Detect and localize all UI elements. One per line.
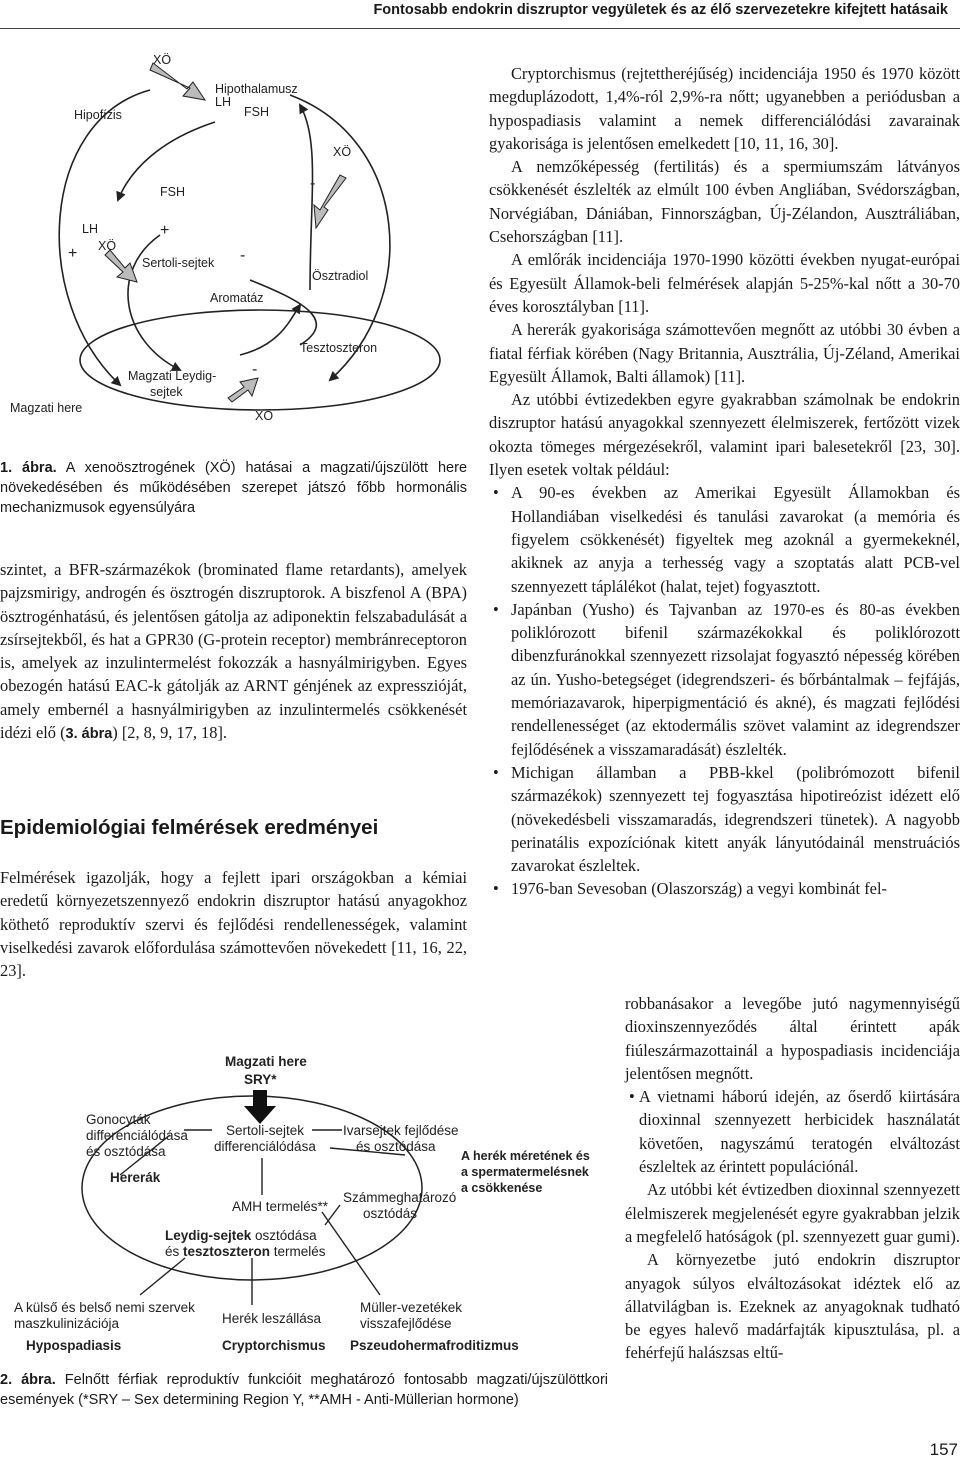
f2-szam-1: Számmeghatározó [343, 1190, 457, 1205]
label-lh-left: LH [82, 222, 98, 236]
bullet-3: • Michigan államban a PBB-kkel (polibrómozott bifenil származékok) szennyezett tej fogyasztása hipotireózist idézett elő (növekedésbeli visszamaradás, idegrendszeri tünetek). A nagyobb perinatális expozíciónak kitett anyák lányutódainál menstruációs zavarokat észleltek. [489, 761, 960, 877]
label-xo-left: XÖ [98, 239, 117, 253]
figure-2-diagram [0, 1045, 610, 1365]
right-column-narrow [625, 992, 960, 1365]
f2-sertoli-1: Sertoli-sejtek [226, 1123, 305, 1138]
figure-1-caption-label: 1. ábra. [0, 460, 57, 476]
xo-arrow-top [150, 63, 205, 100]
label-sertoli: Sertoli-sejtek [142, 256, 215, 270]
figure-3-ref: 3. ábra [65, 726, 113, 743]
right-para-4: A hererák gyakorisága számottevően megnőtt az utóbbi 30 évben a fiatal férfiak körében (Nagy Britannia, Ausztrália, Új-Zéland, Amerikai Egyesült Államok, Balti államok) [11]. [489, 320, 960, 386]
xo-arrow-left [105, 250, 137, 282]
label-osztradiol: Ösztradiol [312, 269, 369, 283]
left-para-1-end: ) [2, 8, 9, 17, 18]. [112, 723, 227, 743]
figure-1-caption-text: A xenoösztrogének (XÖ) hatásai a magzati/újszülött here növekedésében és működésében szerepet játszó főbb hormonális mechanizmusok egyensúlyára [0, 460, 468, 516]
label-minus-mid: - [240, 247, 246, 264]
f2-herek-3: a csökkenése [461, 1181, 543, 1195]
figure-2-caption-label: 2. ábra. [0, 1372, 56, 1388]
label-aromataz: Aromatáz [210, 291, 264, 305]
right-column-top [489, 62, 960, 901]
f2-kulso-1: A külső és belső nemi szervek [14, 1300, 195, 1315]
aromataz-arrow [240, 305, 300, 355]
f2-amh: AMH termelés** [232, 1199, 329, 1214]
label-minus-low: - [252, 361, 258, 378]
bullet-1: • A 90-es években az Amerikai Egyesült Államokban és Hollandiában viselkedési és tanulási zavarokat (a memória és figyelem csökkenését) figyeltek meg azoknál a gyermekeknél, akiknek az anyja a terhesség vagy a szoptatás alatt PCB-vel szennyezett táplálékot (halat, tejet) fogyasztott. [489, 481, 960, 597]
label-magzati-here: Magzati here [10, 401, 83, 415]
label-leydig-2: sejtek [150, 385, 183, 399]
bullet-4-cont: robbanásakor a levegőbe jutó nagymennyiségű dioxinszennyeződés által érintett apák fiúleszármazottainál a hypospadiasis incidenciája jelentősen megnőtt. [625, 994, 960, 1083]
header-rule [0, 28, 960, 29]
f2-herek-1: A herék méretének és [461, 1149, 590, 1163]
fig2-line-7 [140, 1258, 185, 1295]
label-fsh-left: FSH [160, 185, 185, 199]
label-lh-top: LH [215, 95, 231, 109]
left-para-1 [0, 558, 467, 746]
f2-ivarsejtek-1: Ivarsejtek fejlődése [343, 1123, 459, 1138]
label-plus-mid: + [160, 222, 170, 239]
f2-leydig-1-bold: Leydig-sejtek [165, 1228, 252, 1243]
figure-2-caption [0, 1370, 608, 1410]
label-fsh-top: FSH [244, 105, 269, 119]
left-para-1-text: szintet, a BFR-származékok (brominated flame retardants), amelyek pajzsmirigy, androgén és ösztrogén diszruptorok. A biszfenol A (BPA) ösztrogénhatású, és jelentősen gátolja az adiponektin felszabadulását a zsírsejtekből, és hat a GPR30 (G-protein receptor) membránreceptoron is, amelyek az inzulintermelést fokozzák a hasnyálmirigyben. Egyes obezogén hatású EAC-k gátolják az ARNT génjének az expresszióját, amely embernél a hasnyálmirigyben az inzulintermelés csökkenését idézi elő ( [0, 560, 467, 743]
loop-right-arc [290, 95, 390, 380]
f2-sertoli-2: differenciálódása [214, 1139, 316, 1154]
bullet-4-start: • 1976-ban Sevesoban (Olaszország) a vegyi kombinát fel- [489, 877, 960, 900]
f2-muller-1: Müller-vezetékek [360, 1300, 463, 1315]
magzati-here-ellipse [80, 310, 440, 410]
feedback-arrow [300, 105, 316, 290]
f2-leydig-line-2 [165, 1244, 326, 1259]
f2-herek-leszallasa: Herék leszállása [222, 1311, 322, 1326]
label-leydig-1: Magzati Leydig- [128, 369, 217, 383]
f2-herek-2: a spermatermelésnek [461, 1165, 589, 1179]
f2-hypospadiasis: Hypospadiasis [26, 1338, 122, 1353]
f2-ivarsejtek-2: és osztódása [356, 1139, 436, 1154]
loop-left-arc [59, 90, 150, 385]
label-plus-left: + [68, 245, 78, 262]
right-para-1: Cryptorchismus (rejtettheréjűség) incidenciája 1950 és 1970 között megduplázodott, 1,4%-ról 2,9%-ra nőtt; ugyanebben a periódusban a hypospadiasis valamint a nemek differenciálódási zavarainak gyakorisága is jelentősen emelkedett [10, 11, 16, 30]. [489, 64, 960, 153]
right-para-7: A környezetbe jutó endokrin diszruptor anyagok súlyos elváltozásokat idéztek elő az állatvilágban is. Ezeknek az anyagoknak tudható be egyes halevő madárfajták kipusztulása, pl. a fehérfejű halászsas eltű- [625, 1250, 960, 1363]
label-tesztoszteron: Tesztoszteron [300, 341, 378, 355]
right-para-2: A nemzőképesség (fertilitás) és a spermiumszám látványos csökkenését észlelték az elmúlt 100 évben Angliában, Svédországban, Norvégiában, Dániában, Finnországban, Új-Zélandon, Ausztráliában, Csehországban [11]. [489, 157, 960, 247]
xo-arrow-right [314, 175, 346, 228]
bullet-2: • Japánban (Yusho) és Tajvanban az 1970-es és 80-as években poliklórozott bifenil származékokkal és poliklórozott dibenzfuránokkal szennyezett rizsolajat fogyasztó népesség körében az ún. Yusho-betegséget (idegrendszeri- és bőrbántalmak – fejfájás, memóriazavarok, hiperpigmentáció és akné), és magzati fejlődési rendellenességet (az ektodermális szövet valamint az idegrendszer fejlődésének a visszamaradását) észlelték. [489, 598, 960, 761]
f2-kulso-2: maszkulinizációja [14, 1316, 120, 1331]
f2-gonocytak-1: Gonocyták [86, 1112, 151, 1127]
figure-1-diagram [0, 40, 480, 450]
f2-magzati-here: Magzati here [225, 1054, 307, 1069]
right-para-6: Az utóbbi két évtizedben dioxinnal szennyezett élelmiszerek megjelenését egyre gyakrabban jelzik a megfelelő hatóságok (pl. szennyezett guar gumi). [625, 1180, 960, 1246]
f2-szam-2: osztódás [363, 1206, 418, 1221]
sry-arrow-icon [244, 1090, 276, 1124]
f2-leydig-2-pre: és [165, 1244, 184, 1259]
label-hipofizis: Hipofízis [74, 108, 122, 122]
figure-2-caption-text: Felnőtt férfiak reproduktív funkcióit meghatározó fontosabb magzati/újszülöttkori események (*SRY – Sex determining Region Y, **AMH - Anti-Müllerian hormone) [0, 1372, 609, 1408]
right-para-3: A emlőrák incidenciája 1970-1990 közötti években nyugat-európai és Egyesült Államok-beli felmérések alapján 5-25%-kal nőtt a 30-70 éves korosztályban [11]. [489, 250, 960, 316]
f2-leydig-2-rest: termelés [270, 1244, 326, 1259]
f2-sry: SRY* [244, 1072, 277, 1087]
f2-hererak: Hererák [110, 1170, 161, 1185]
label-xo-right: XÖ [333, 145, 352, 159]
bullet-5: • A vietnami háború idején, az őserdő kiirtására dioxinnal szennyezett herbicidek használatát követően, nagyszámú teratogén elváltozást észleltek az érintett populációnál. [625, 1085, 960, 1178]
right-para-5: Az utóbbi évtizedekben egyre gyakrabban számolnak be endokrin diszruptor hatású anyagokkal szennyezett élelmiszerek, fertőzött vizek okozta tömeges mérgezésekről, valamint ipari balesetekről [23, 30]. Ilyen esetek voltak például: [489, 390, 960, 480]
f2-leydig-line-1 [165, 1228, 317, 1243]
f2-leydig-1-rest: osztódása [251, 1228, 317, 1243]
running-header: Fontosabb endokrin diszruptor vegyületek és az élő szervezetekre kifejtett hatásaik [373, 2, 948, 18]
xo-arrow-bottom [228, 378, 258, 402]
figure-1-caption [0, 458, 467, 518]
page-number: 157 [929, 1440, 958, 1459]
tesztoszteron-arc [250, 280, 316, 345]
f2-gonocytak-3: és osztódása [86, 1144, 166, 1159]
label-minus-1: - [310, 175, 316, 192]
f2-cryptorchismus: Cryptorchismus [222, 1338, 326, 1353]
label-xo-bottom: XÖ [255, 409, 274, 423]
label-hipothalamusz: Hipothalamusz [215, 82, 298, 96]
f2-gonocytak-2: differenciálódása [86, 1128, 188, 1143]
label-xo-top: XÖ [153, 53, 172, 67]
f2-muller-2: visszafejlődése [360, 1316, 452, 1331]
f2-pszeudo: Pszeudohermafroditizmus [350, 1338, 519, 1353]
left-para-2: Felmérések igazolják, hogy a fejlett ipari országokban a kémiai eredetű környezetszennyező endokrin diszruptor hatású anyagokhoz köthető reproduktív szervi és fejlődési rendellenességek, valamint viselkedési zavarok előfordulása számottevően növekedett [11, 16, 22, 23]. [0, 868, 467, 981]
section-heading: Epidemiológiai felmérések eredményei [0, 816, 379, 839]
f2-leydig-2-bold: tesztoszteron [183, 1244, 271, 1259]
